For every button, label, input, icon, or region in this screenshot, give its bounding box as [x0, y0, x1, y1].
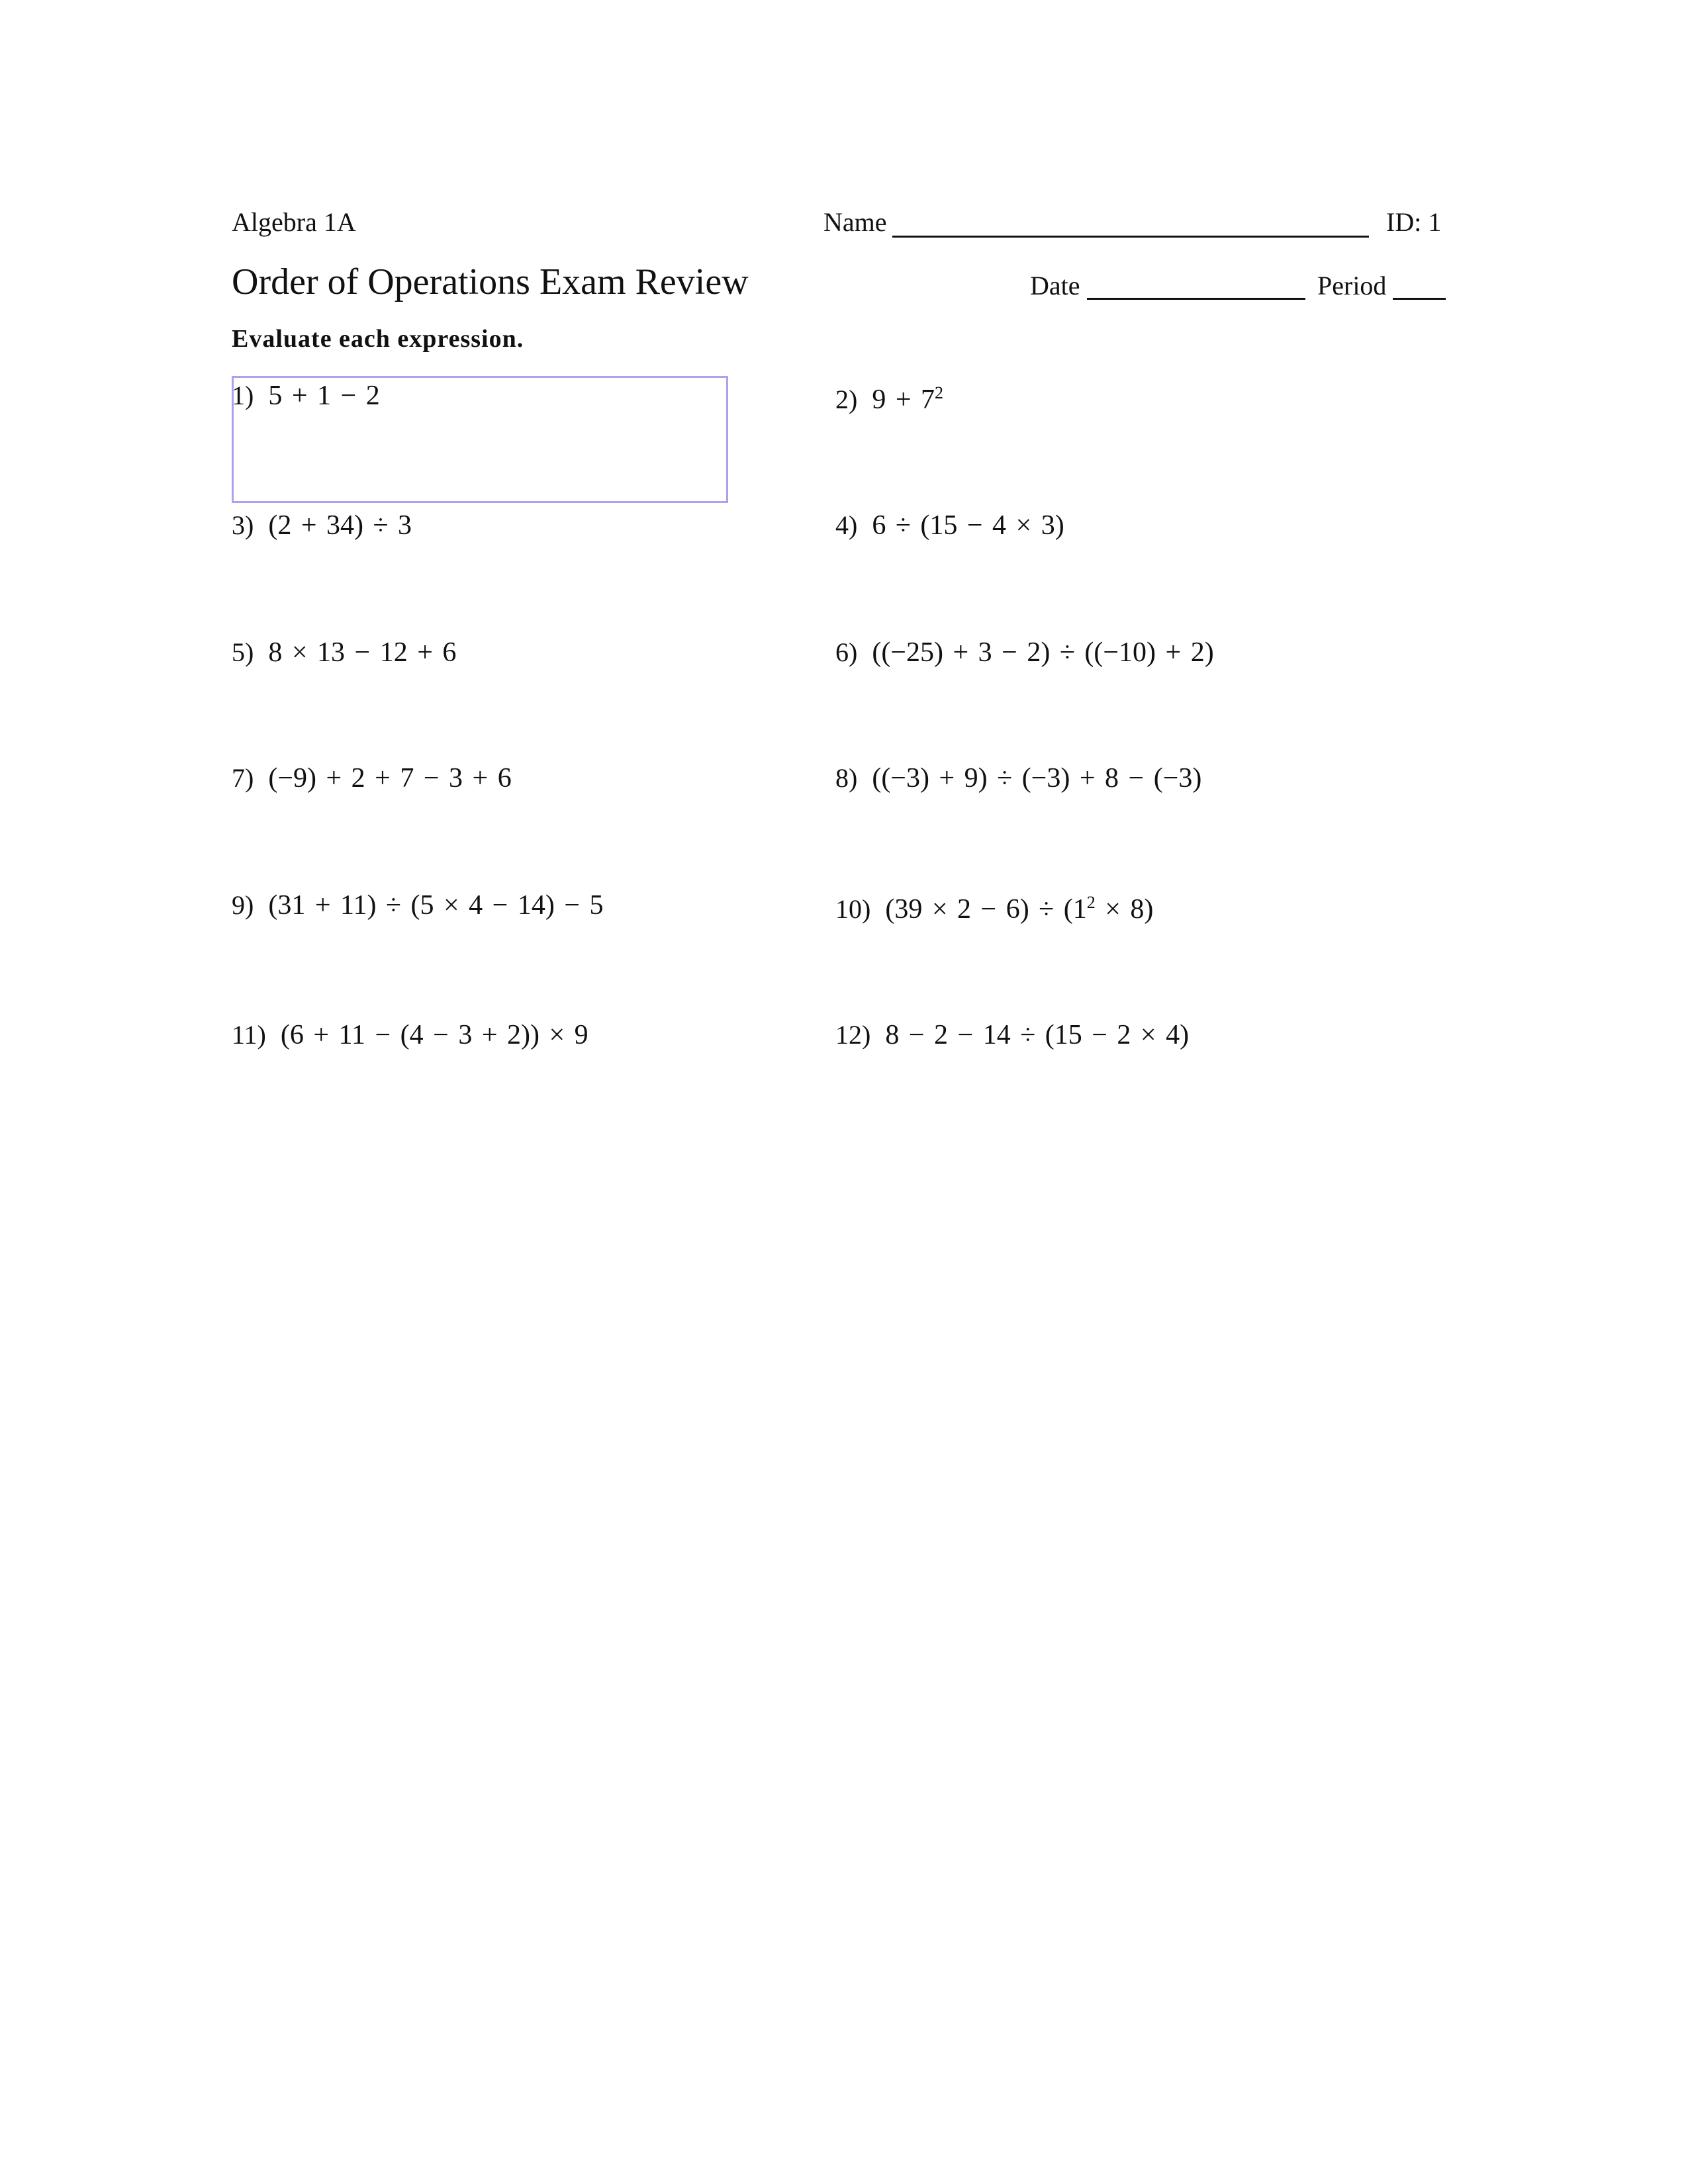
period-field-line[interactable]	[1393, 298, 1446, 300]
problem-number: 2)	[835, 385, 858, 414]
problem-expression: (6 + 11 − (4 − 3 + 2)) × 9	[280, 1020, 588, 1050]
problem-10	[835, 893, 1153, 925]
problem-11	[232, 1019, 588, 1051]
exponent: 2	[1086, 893, 1096, 912]
problem-4	[835, 510, 1064, 541]
problem-expression: 6 ÷ (15 − 4 × 3)	[872, 510, 1064, 541]
problem-5	[232, 637, 456, 668]
date-label: Date	[1030, 271, 1080, 300]
problem-expression: (2 + 34) ÷ 3	[268, 510, 412, 541]
instructions: Evaluate each expression.	[232, 325, 524, 353]
problem-expression	[872, 385, 943, 415]
problem-6	[835, 637, 1214, 668]
problem-7	[232, 762, 512, 794]
problem-expression-part: × 8)	[1095, 894, 1154, 925]
problem-number: 5)	[232, 637, 254, 667]
problem-expression: (−9) + 2 + 7 − 3 + 6	[268, 763, 512, 794]
problem-9	[232, 889, 604, 921]
name-label: Name	[823, 207, 887, 237]
problem-expression: 8 − 2 − 14 ÷ (15 − 2 × 4)	[885, 1020, 1190, 1050]
problem-12	[835, 1019, 1189, 1051]
date-field-line[interactable]	[1087, 298, 1305, 300]
problem-number: 4)	[835, 510, 858, 540]
problem-expression: 5 + 1 − 2	[268, 381, 380, 411]
id-label: ID: 1	[1386, 207, 1442, 237]
problem-number: 7)	[232, 763, 254, 793]
problem-expression: ((−3) + 9) ÷ (−3) + 8 − (−3)	[872, 763, 1202, 794]
problem-3	[232, 510, 412, 541]
page-title: Order of Operations Exam Review	[232, 261, 749, 302]
name-field-line[interactable]	[892, 236, 1369, 238]
problem-number: 6)	[835, 637, 858, 667]
problem-number: 10)	[835, 894, 871, 924]
course-label: Algebra 1A	[232, 207, 356, 237]
problem-expression: (31 + 11) ÷ (5 × 4 − 14) − 5	[268, 890, 604, 921]
exponent: 2	[935, 383, 944, 402]
problem-number: 9)	[232, 890, 254, 920]
problem-number: 8)	[835, 763, 858, 793]
problem-expression: ((−25) + 3 − 2) ÷ ((−10) + 2)	[872, 637, 1214, 668]
problem-expression-base: 9 + 7	[872, 385, 935, 415]
problem-8	[835, 762, 1201, 794]
problem-number: 1)	[232, 381, 254, 410]
problem-number: 3)	[232, 510, 254, 540]
problem-number: 11)	[232, 1020, 266, 1050]
problem-expression: 8 × 13 − 12 + 6	[268, 637, 457, 668]
problem-1	[232, 380, 380, 412]
problem-number: 12)	[835, 1020, 871, 1050]
period-label: Period	[1317, 271, 1387, 300]
problem-2	[835, 384, 943, 416]
problem-expression	[885, 894, 1153, 925]
problem-expression-part: (39 × 2 − 6) ÷ (1	[885, 894, 1087, 925]
